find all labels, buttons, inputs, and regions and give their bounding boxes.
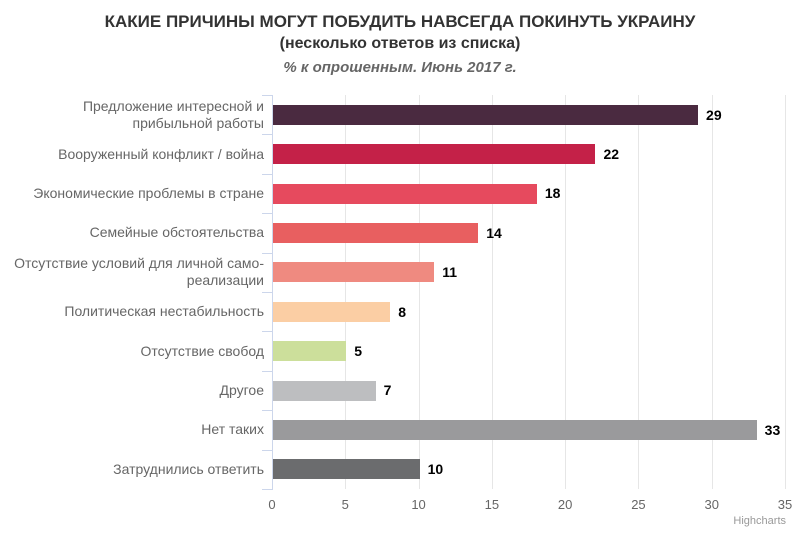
value-label: 14	[486, 224, 502, 241]
category-label: Затруднились ответить	[113, 460, 264, 477]
x-axis-tick-label: 10	[411, 497, 426, 512]
bar[interactable]	[273, 302, 390, 322]
grid-line	[785, 95, 786, 489]
value-label: 11	[442, 264, 458, 281]
category-label: Предложение интересной и прибыльной работы	[82, 97, 264, 131]
bar[interactable]	[273, 262, 434, 282]
chart-title-line2: (несколько ответов из списка)	[279, 35, 521, 52]
value-label: 8	[398, 303, 407, 320]
category-label: Политическая нестабильность	[64, 303, 264, 320]
highcharts-credit-link[interactable]: Highcharts	[733, 515, 786, 527]
bar[interactable]	[273, 381, 376, 401]
x-axis-tick-label: 25	[631, 497, 646, 512]
chart-title-line1: КАКИЕ ПРИЧИНЫ МОГУТ ПОБУДИТЬ НАВСЕГДА ПОКИНУТЬ УКРАИНУ	[104, 12, 696, 31]
category-label: Экономические проблемы в стране	[33, 184, 264, 201]
value-label: 22	[603, 146, 620, 163]
x-axis-tick-label: 5	[341, 497, 349, 512]
bar[interactable]	[273, 105, 698, 125]
value-label: 33	[764, 421, 781, 438]
bar[interactable]	[273, 144, 595, 164]
category-label: Другое	[219, 381, 264, 398]
value-label: 5	[354, 343, 363, 360]
chart-subtitle: % к опрошенным. Июнь 2017 г.	[283, 59, 517, 76]
x-axis-tick-label: 30	[704, 497, 719, 512]
x-axis-tick-label: 15	[484, 497, 500, 512]
bar[interactable]	[273, 420, 757, 440]
x-axis-tick-label: 20	[557, 497, 573, 512]
bar[interactable]	[273, 223, 478, 243]
value-label: 29	[706, 106, 722, 123]
value-label: 7	[383, 382, 392, 399]
category-label: Вооруженный конфликт / война	[58, 145, 264, 162]
bar[interactable]	[273, 459, 420, 479]
category-label: Отсутствие свобод	[140, 342, 264, 359]
x-axis-tick-label: 0	[268, 497, 276, 512]
category-label: Отсутствие условий для личной само-реализации	[14, 255, 264, 289]
axis-tick	[262, 489, 272, 490]
x-axis-tick-label: 35	[777, 497, 793, 512]
bar[interactable]	[273, 341, 346, 361]
value-label: 10	[427, 461, 444, 478]
category-label: Нет таких	[201, 421, 264, 438]
category-label: Семейные обстоятельства	[89, 224, 264, 241]
value-label: 18	[544, 185, 561, 202]
bar[interactable]	[273, 184, 537, 204]
